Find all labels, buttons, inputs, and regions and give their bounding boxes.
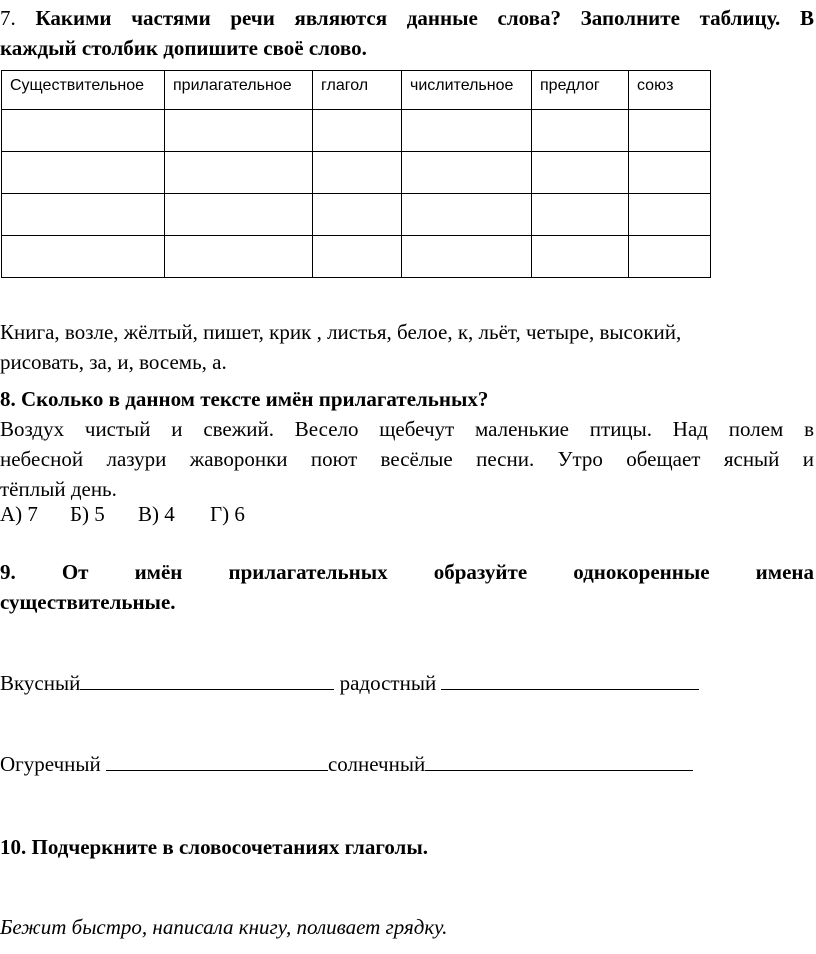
option-b[interactable]: Б) 5 (70, 502, 105, 526)
table-cell[interactable] (629, 110, 711, 152)
table-header-row (2, 71, 711, 110)
q8-text-line2: небесной лазури жаворонки поют весёлые песни. Утро обещает ясный и (0, 447, 814, 471)
table-cell[interactable] (629, 236, 711, 278)
header-numeral: числительное (402, 71, 532, 110)
header-verb: глагол (313, 71, 402, 110)
table-cell[interactable] (402, 152, 532, 194)
answer-blank[interactable] (425, 748, 693, 771)
word-ogurechny: Огуречный (0, 752, 101, 776)
word-vkusny: Вкусный (0, 671, 81, 695)
q8-text-line1: Воздух чистый и свежий. Весело щебечут маленькие птицы. Над полем в (0, 417, 814, 441)
parts-of-speech-table (1, 70, 711, 278)
table-cell[interactable] (402, 194, 532, 236)
table-cell[interactable] (2, 110, 165, 152)
table-cell[interactable] (629, 152, 711, 194)
q7-title-line2: каждый столбик допишите своё слово. (0, 36, 367, 60)
option-d[interactable]: Г) 6 (210, 502, 245, 526)
table-cell[interactable] (313, 152, 402, 194)
q9-title-line2: существительные. (0, 590, 176, 614)
q9-title-line1: 9. От имён прилагательных образуйте однокоренные имена (0, 560, 814, 584)
table-cell[interactable] (2, 194, 165, 236)
table-cell[interactable] (165, 152, 313, 194)
table-cell[interactable] (313, 236, 402, 278)
q7-title-text: Какими частями речи являются данные слова? Заполните таблицу. В (35, 6, 814, 30)
answer-blank[interactable] (80, 667, 334, 690)
table-cell[interactable] (313, 194, 402, 236)
header-adjective: прилагательное (165, 71, 313, 110)
q7-words-line2: рисовать, за, и, восемь, а. (0, 350, 227, 374)
header-noun: Существительное (2, 71, 165, 110)
q9-row2 (0, 748, 693, 779)
table-cell[interactable] (402, 236, 532, 278)
table-cell[interactable] (2, 236, 165, 278)
table-cell[interactable] (532, 152, 629, 194)
table-cell[interactable] (532, 110, 629, 152)
table-row (2, 194, 711, 236)
q9-row1 (0, 667, 699, 698)
word-radostny: радостный (339, 671, 437, 695)
q8-text-line3: тёплый день. (0, 477, 117, 501)
table-cell[interactable] (2, 152, 165, 194)
table-cell[interactable] (165, 236, 313, 278)
q8-title: 8. Сколько в данном тексте имён прилагательных? (0, 387, 489, 411)
q7-words-line1: Книга, возле, жёлтый, пишет, крик , листья, белое, к, льёт, четыре, высокий, (0, 320, 682, 344)
header-conjunction: союз (629, 71, 711, 110)
q7-number: 7. (0, 6, 16, 30)
q10-title: 10. Подчеркните в словосочетаниях глаголы. (0, 835, 428, 859)
table-row (2, 110, 711, 152)
q7-title-line1 (0, 3, 814, 33)
q10-phrases: Бежит быстро, написала книгу, поливает грядку. (0, 915, 448, 939)
header-preposition: предлог (532, 71, 629, 110)
table-cell[interactable] (165, 194, 313, 236)
table-cell[interactable] (532, 236, 629, 278)
option-a[interactable]: А) 7 (0, 502, 38, 526)
table-cell[interactable] (402, 110, 532, 152)
table-cell[interactable] (313, 110, 402, 152)
word-solnechny: солнечный (327, 752, 426, 776)
answer-blank[interactable] (106, 748, 328, 771)
table-cell[interactable] (629, 194, 711, 236)
table-row (2, 236, 711, 278)
answer-blank[interactable] (441, 667, 699, 690)
q8-options (0, 499, 245, 529)
table-cell[interactable] (532, 194, 629, 236)
table-cell[interactable] (165, 110, 313, 152)
option-c[interactable]: В) 4 (138, 502, 175, 526)
table-row (2, 152, 711, 194)
